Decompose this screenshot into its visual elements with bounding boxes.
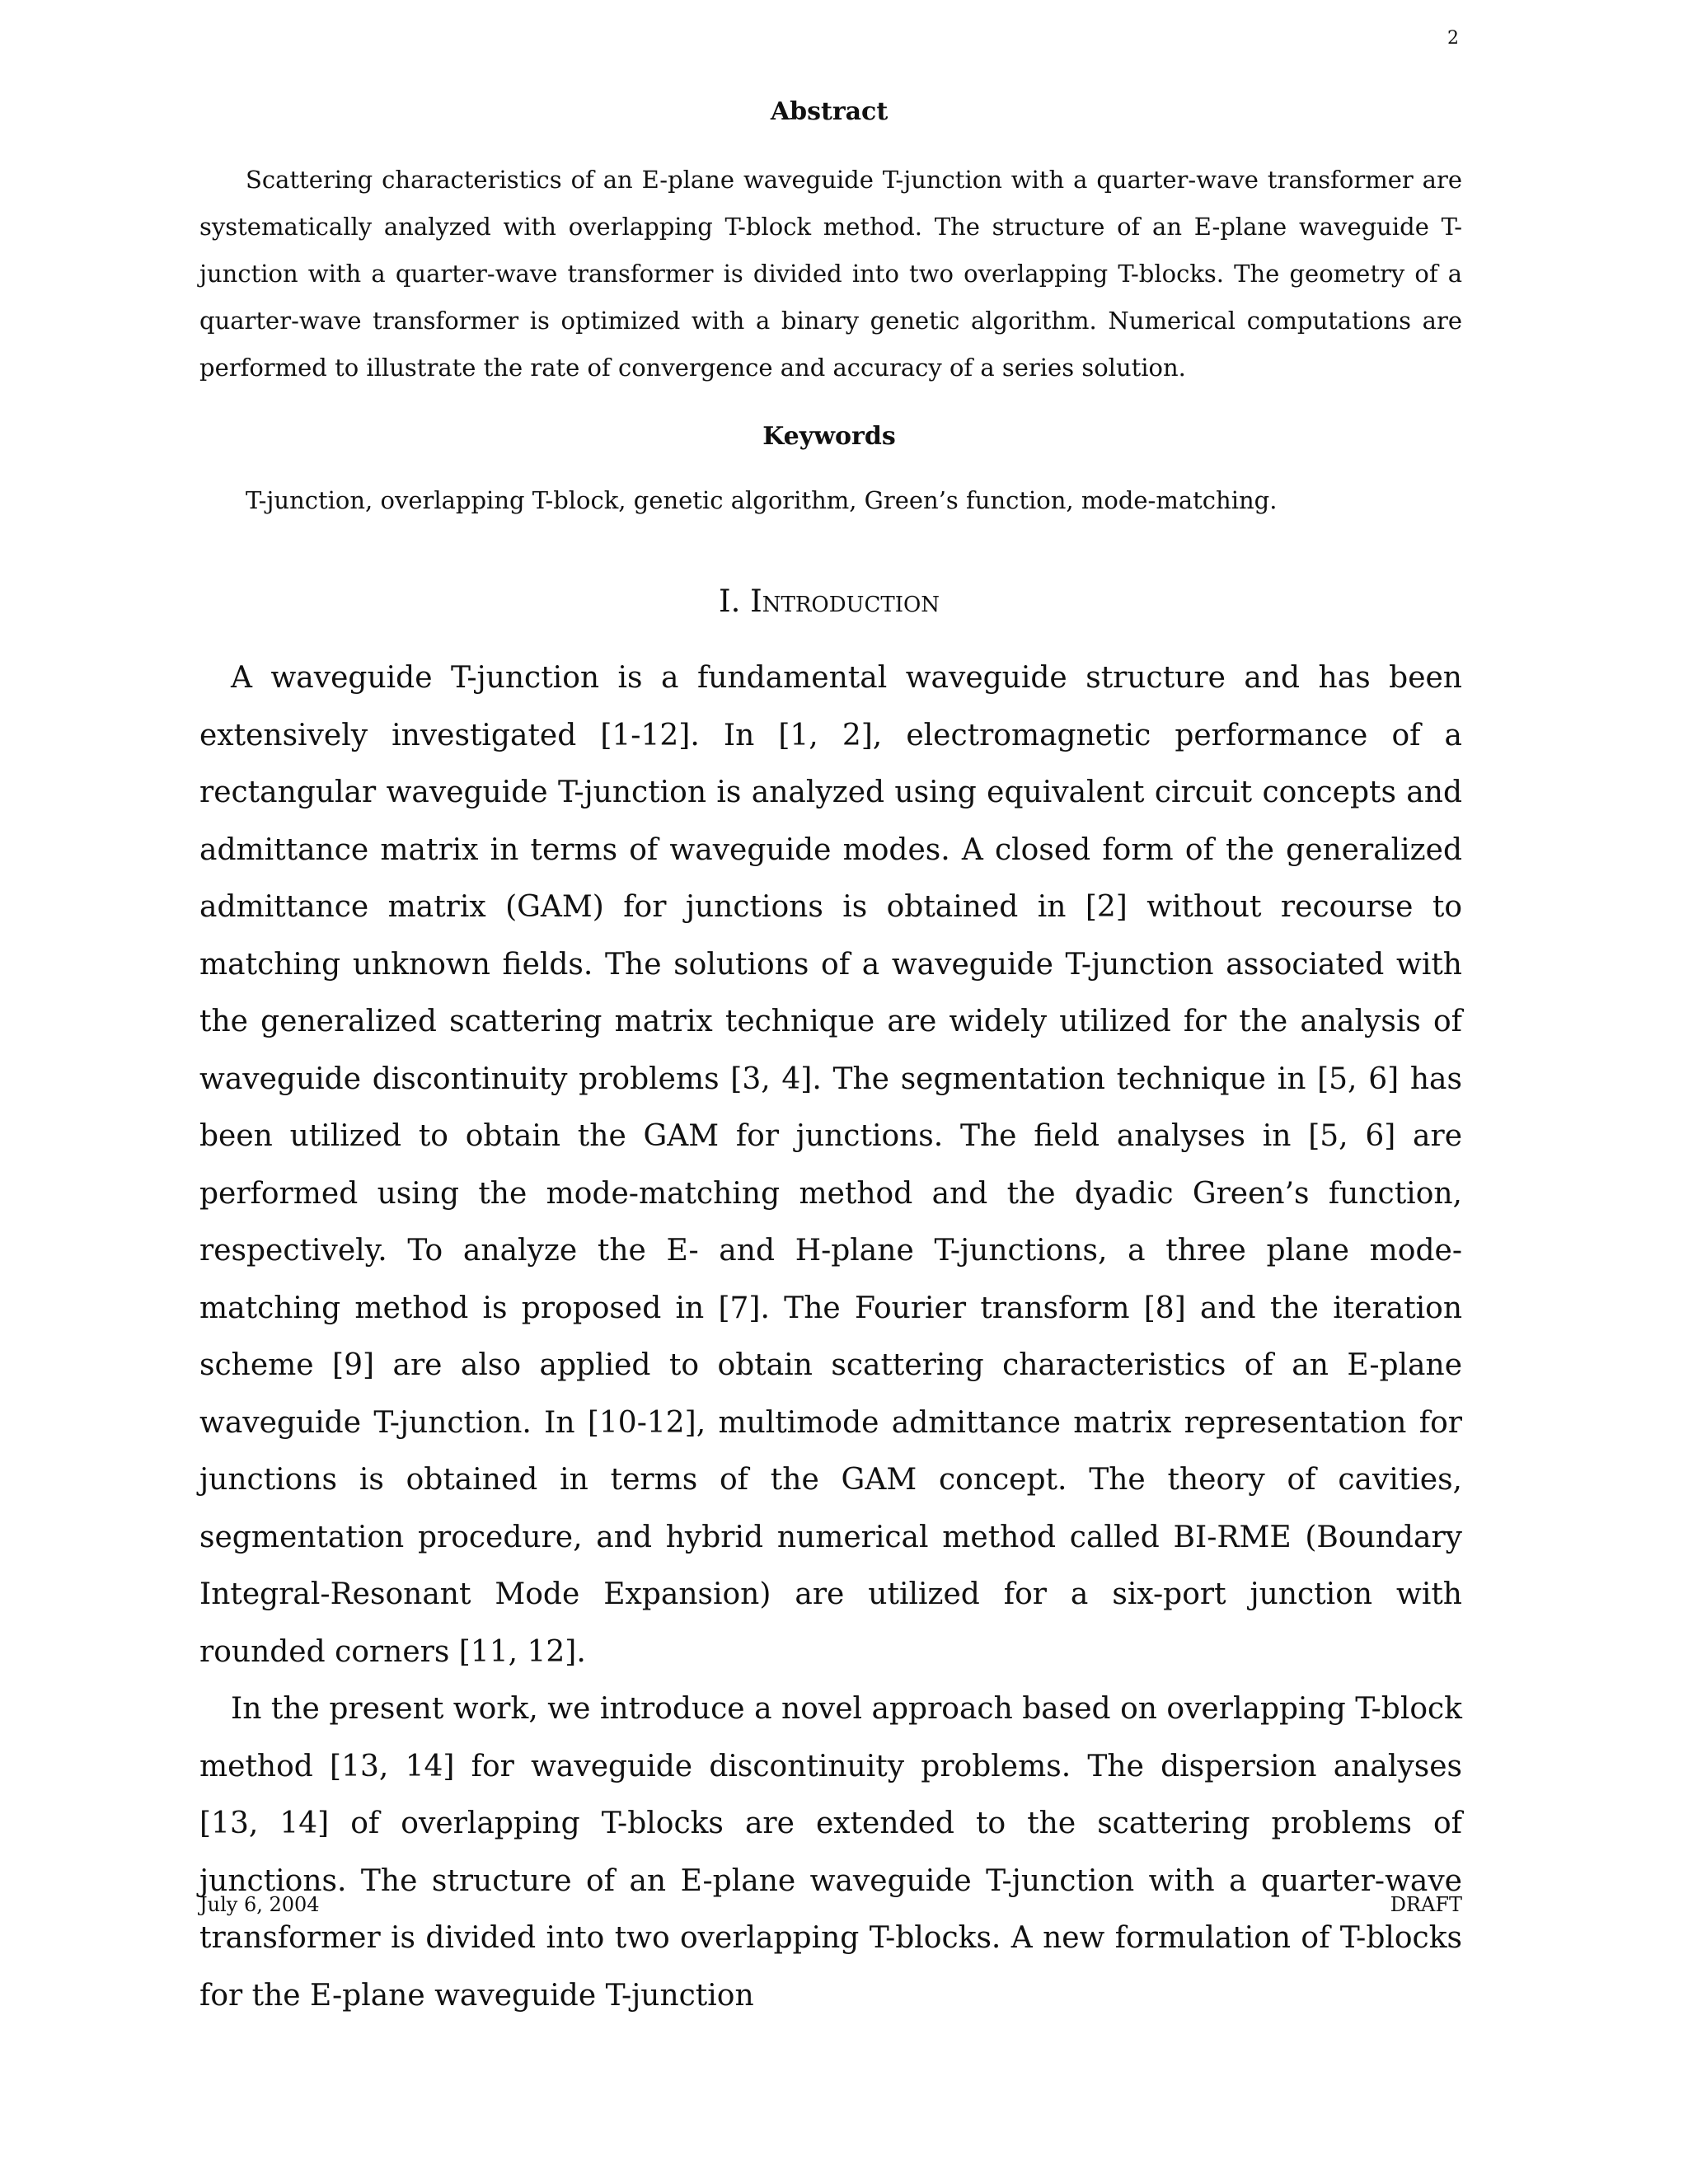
- section-body: [199, 649, 1462, 2024]
- page-number: 2: [1447, 28, 1459, 49]
- body-paragraph-1: A waveguide T-junction is a fundamental waveguide structure and has been extensively investigated [1-12]. In [1, 2], electromagnetic performance of a rectangular waveguide T-junction is analyzed using equivalent circuit concepts and admittance matrix in terms of waveguide modes. A closed form of the generalized admittance matrix (GAM) for junctions is obtained in [2] without recourse to matching unknown fields. The solutions of a waveguide T-junction associated with the generalized scattering matrix technique are widely utilized for the analysis of waveguide discontinuity problems [3, 4]. The segmentation technique in [5, 6] has been utilized to obtain the GAM for junctions. The field analyses in [5, 6] are performed using the mode-matching method and the dyadic Green’s function, respectively. To analyze the E- and H-plane T-junctions, a three plane mode-matching method is proposed in [7]. The Fourier transform [8] and the iteration scheme [9] are also applied to obtain scattering characteristics of an E-plane waveguide T-junction. In [10-12], multimode admittance matrix representation for junctions is obtained in terms of the GAM concept. The theory of cavities, segmentation procedure, and hybrid numerical method called BI-RME (Boundary Integral-Resonant Mode Expansion) are utilized for a six-port junction with rounded corners [11, 12].: [199, 661, 1462, 1669]
- keywords-heading: Keywords: [762, 422, 896, 451]
- footer-draft-label: DRAFT: [1390, 1893, 1462, 1916]
- abstract-heading: Abstract: [770, 97, 889, 126]
- footer-date: July 6, 2004: [199, 1893, 320, 1916]
- keywords-text: T-junction, overlapping T-block, genetic algorithm, Green’s function, mode-matching.: [246, 486, 1278, 514]
- section-heading: [0, 583, 1658, 619]
- body-paragraph-2: In the present work, we introduce a novel approach based on overlapping T-block method [13, 14] for waveguide discontinuity problems. The dispersion analyses [13, 14] of overlapping T-blocks are extended to the scattering problems of junctions. The structure of an E-plane waveguide T-junction with a quarter-wave transformer is divided into two overlapping T-blocks. A new formulation of T-blocks for the E-plane waveguide T-junction: [199, 1692, 1462, 2013]
- abstract-text: Scattering characteristics of an E-plane waveguide T-junction with a quarter-wave transformer are systematically analyzed with overlapping T-block method. The structure of an E-plane waveguide T-junction with a quarter-wave transformer is divided into two overlapping T-blocks. The geometry of a quarter-wave transformer is optimized with a binary genetic algorithm. Numerical computations are performed to illustrate the rate of convergence and accuracy of a series solution.: [199, 166, 1462, 382]
- section-title: Introduction: [750, 583, 940, 619]
- section-number: I.: [718, 583, 741, 619]
